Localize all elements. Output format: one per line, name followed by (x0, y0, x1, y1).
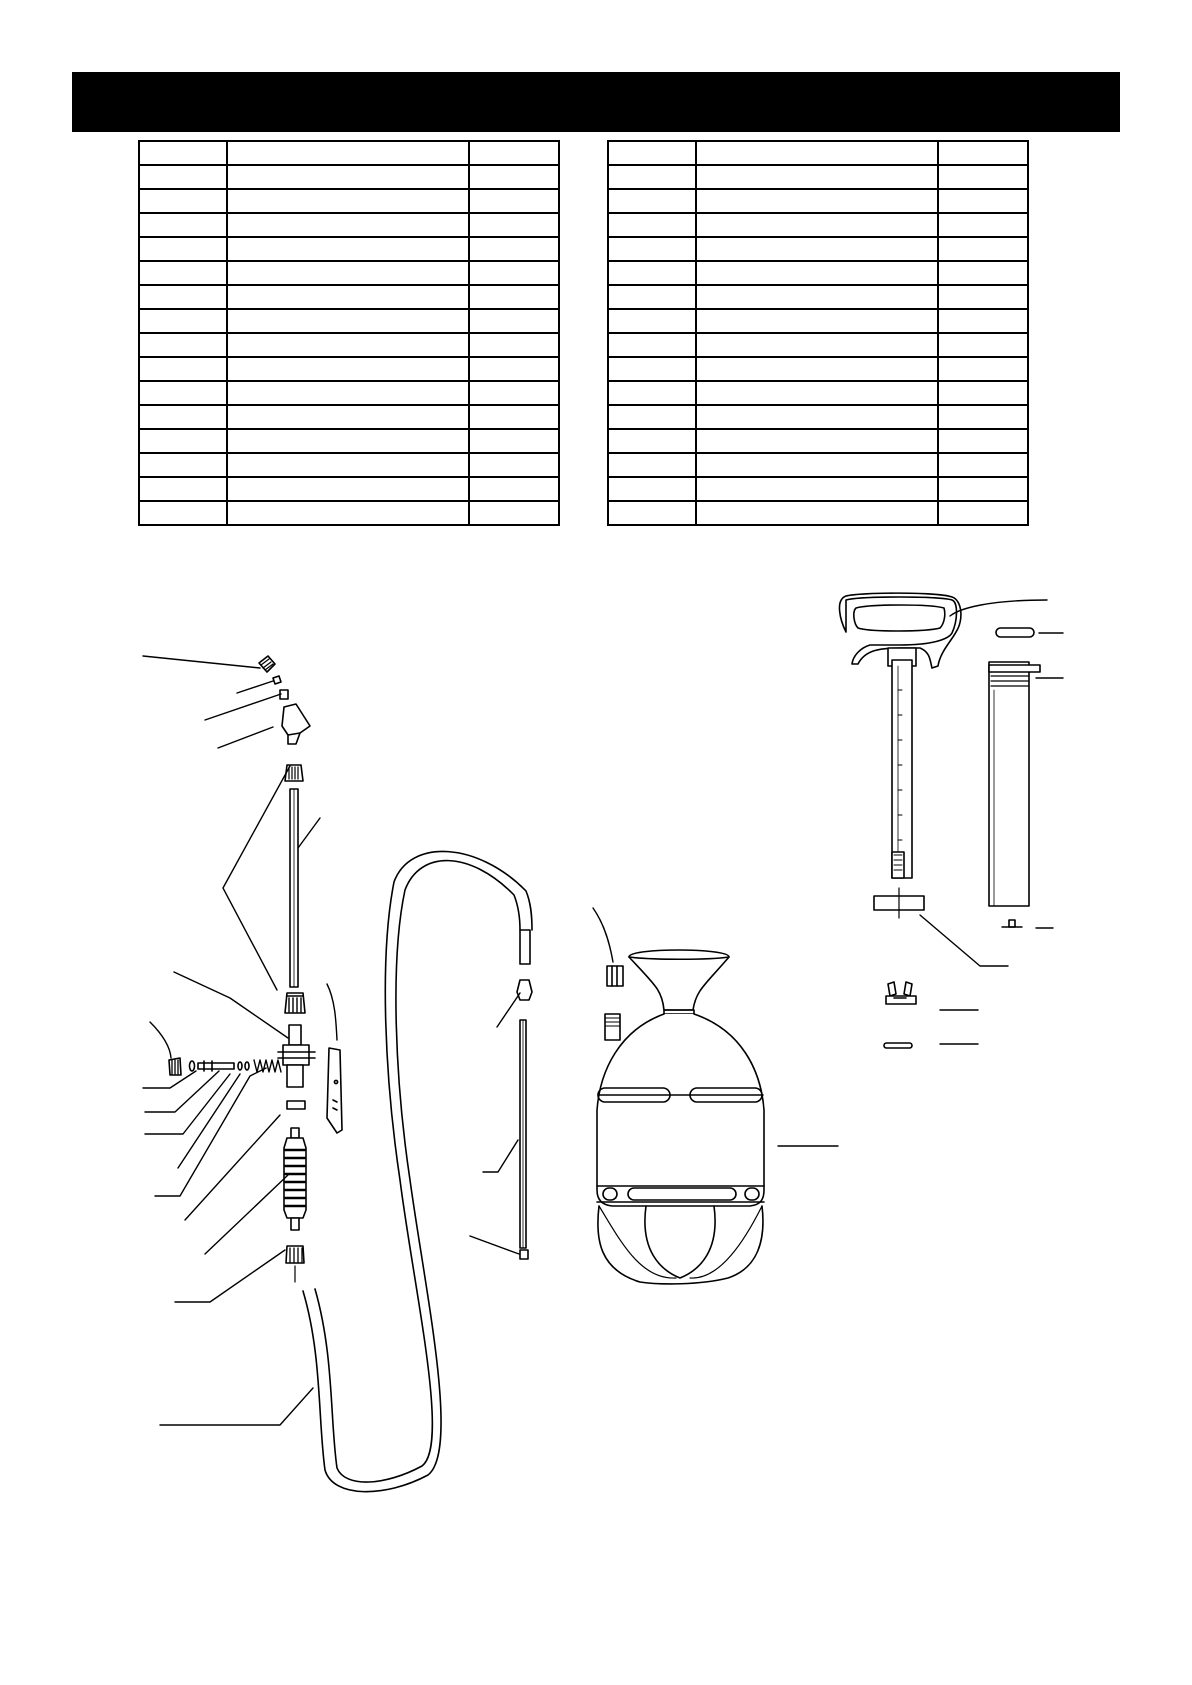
leader-lines (143, 600, 1063, 1425)
wand-nut-top (285, 765, 303, 781)
trigger-handle (327, 1048, 342, 1133)
check-valve-bottom (1002, 920, 1022, 927)
spring (254, 1060, 281, 1072)
dip-tube-filter (520, 1250, 528, 1259)
filter (284, 1128, 306, 1230)
pressure-relief-valve (517, 980, 532, 1000)
check-valve (607, 966, 623, 986)
pump-rod (888, 648, 916, 878)
clip-pin (884, 1043, 912, 1048)
wand-tube (290, 789, 298, 987)
seal (238, 1062, 249, 1070)
hose-connector (520, 930, 530, 964)
hose-nut (286, 1246, 304, 1282)
filter-screen (287, 1101, 305, 1109)
locking-clip (886, 982, 916, 1004)
valve-cap (169, 1058, 181, 1075)
valve-stem (198, 1061, 234, 1071)
plunger-seal (874, 888, 924, 918)
o-ring (190, 1061, 195, 1071)
curved-extension (282, 704, 310, 744)
wand-nut-bottom (285, 993, 305, 1013)
dip-tube (520, 1020, 526, 1248)
nozzle-tip (273, 676, 281, 684)
handle-pin (996, 628, 1034, 637)
tank (597, 950, 764, 1284)
nozzle-cap (259, 656, 275, 672)
pump-cylinder (989, 662, 1040, 906)
